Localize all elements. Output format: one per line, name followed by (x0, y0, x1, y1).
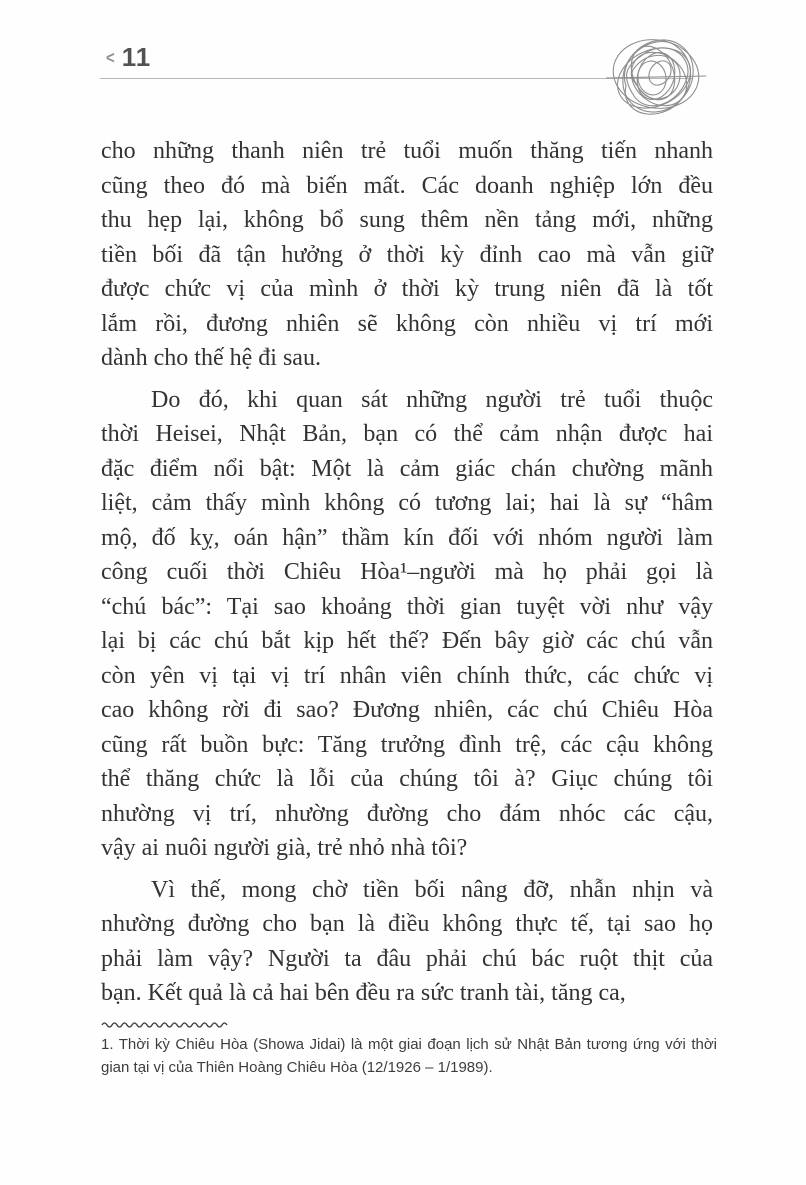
paragraph (101, 873, 713, 1011)
text-line: còn yên vị tại vị trí nhân viên chính thức, các chức vị (101, 662, 713, 689)
chevron-left-icon: < (106, 48, 115, 69)
text-line: Vì thế, mong chờ tiền bối nâng đỡ, nhẫn nhịn và (151, 876, 713, 903)
text-line: Do đó, khi quan sát những người trẻ tuổi thuộc (151, 386, 713, 413)
text-line: “chú bác”: Tại sao khoảng thời gian tuyệt vời như vậy (101, 593, 713, 620)
body-text (101, 134, 713, 1011)
text-line: dành cho thế hệ đi sau. (101, 345, 321, 371)
footnote (101, 1020, 717, 1079)
header-rule (100, 78, 692, 79)
text-line: công cuối thời Chiêu Hòa¹–người mà họ phải gọi là (101, 559, 713, 585)
text-line: liệt, cảm thấy mình không có tương lai; hai là sự “hâm (101, 490, 713, 516)
text-line: mộ, đố kỵ, oán hận” thầm kín đối với nhóm người làm (101, 524, 713, 551)
text-line: được chức vị của mình ở thời kỳ trung niên đã là tốt (101, 276, 713, 302)
text-line: lắm rồi, đương nhiên sẽ không còn nhiều vị trí mới (101, 310, 713, 337)
text-line: thời Heisei, Nhật Bản, bạn có thể cảm nhận được hai (101, 421, 713, 447)
text-line: cao không rời đi sao? Đương nhiên, các chú Chiêu Hòa (101, 697, 713, 723)
page-number: 11 (121, 42, 152, 72)
text-line: cũng rất buồn bực: Tăng trưởng đình trệ, các cậu không (101, 731, 713, 758)
text-line: lại bị các chú bắt kịp hết thế? Đến bây giờ các chú vẫn (101, 628, 713, 654)
paragraph (101, 134, 713, 376)
text-line: vậy ai nuôi người già, trẻ nhỏ nhà tôi? (101, 835, 468, 861)
paragraph (101, 383, 713, 866)
page-number-block (106, 44, 151, 70)
text-line: cũng theo đó mà biến mất. Các doanh nghiệp lớn đều (101, 172, 713, 199)
text-line: nhường vị trí, nhường đường cho đám nhóc các cậu, (101, 800, 713, 827)
text-line: nhường đường cho bạn là điều không thực tế, tại sao họ (101, 911, 713, 937)
text-line: gian tại vị của Thiên Hoàng Chiêu Hòa (12/1926 – 1/1989). (101, 1059, 493, 1076)
text-line: thu hẹp lại, không bổ sung thêm nền tảng mới, những (101, 207, 713, 233)
squiggle-rule-icon (101, 1020, 231, 1029)
text-line: 1. Thời kỳ Chiêu Hòa (Showa Jidai) là một giai đoạn lịch sử Nhật Bản tương ứng với thời (101, 1036, 717, 1053)
text-line: cho những thanh niên trẻ tuổi muốn thăng tiến nhanh (101, 138, 713, 164)
text-line: đặc điểm nổi bật: Một là cảm giác chán chường mãnh (101, 455, 713, 482)
text-line: tiền bối đã tận hưởng ở thời kỳ đỉnh cao mà vẫn giữ (101, 241, 713, 268)
footnote-text (101, 1033, 717, 1079)
text-line: bạn. Kết quả là cả hai bên đều ra sức tranh tài, tăng ca, (101, 980, 626, 1006)
scribble-icon (606, 26, 706, 126)
text-line: phải làm vậy? Người ta đâu phải chú bác ruột thịt của (101, 945, 713, 972)
text-line: thể thăng chức là lỗi của chúng tôi à? Giục chúng tôi (101, 766, 713, 792)
